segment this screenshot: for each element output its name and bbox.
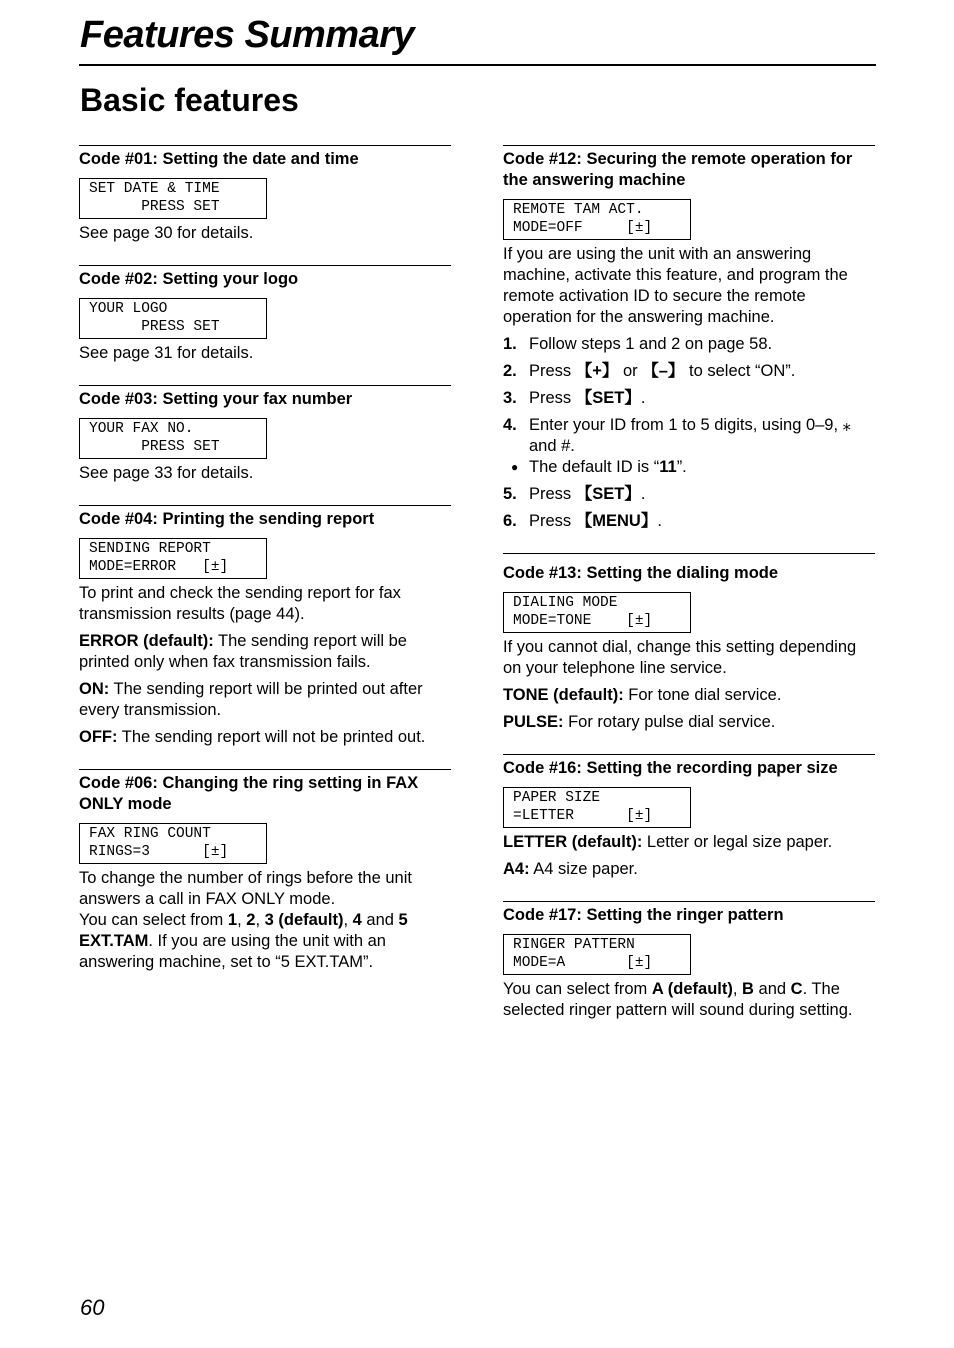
code13-pulse-option xyxy=(503,712,875,733)
option-label: ON: xyxy=(79,680,110,698)
lcd-line: RINGER PATTERN xyxy=(513,937,635,953)
set-key: 【SET】 xyxy=(575,389,641,407)
lcd-line: PRESS SET xyxy=(89,438,220,455)
code01-heading: Code #01: Setting the date and time xyxy=(79,150,359,168)
step-number: 2. xyxy=(503,362,517,380)
step-1 xyxy=(503,334,875,355)
lcd-line: FAX RING COUNT xyxy=(89,826,211,842)
step-text: or xyxy=(618,362,643,380)
ring-option: 4 xyxy=(352,911,362,929)
option-text: The sending report will be printed only when fax transmission fails. xyxy=(79,632,407,671)
text-run: , xyxy=(343,911,353,929)
code17-section xyxy=(503,901,875,1021)
code13-intro: If you cannot dial, change this setting depending on your telephone line service. xyxy=(503,638,857,677)
code13-tone-option xyxy=(503,685,875,706)
lcd-line: PRESS SET xyxy=(89,318,220,335)
step-6 xyxy=(503,511,875,532)
page-title: Features Summary xyxy=(80,14,415,56)
default-id-value: 11 xyxy=(659,458,677,476)
code06-select-text xyxy=(79,910,451,973)
code04-on-option xyxy=(79,679,451,721)
code12-steps xyxy=(503,334,875,532)
lcd-line: RINGS=3 [±] xyxy=(89,843,229,860)
code12-intro: If you are using the unit with an answering machine, activate this feature, and program the remote activation ID to secure the remote operation for the answering machine. xyxy=(503,245,848,326)
page-number: 60 xyxy=(80,1295,105,1320)
option-label: PULSE: xyxy=(503,713,564,731)
lcd-line: PRESS SET xyxy=(89,198,220,215)
code02-heading: Code #02: Setting your logo xyxy=(79,270,299,288)
code02-section xyxy=(79,265,451,364)
option-label: OFF: xyxy=(79,728,118,746)
option-label: A4: xyxy=(503,860,530,878)
code06-section xyxy=(79,769,451,973)
set-key: 【SET】 xyxy=(575,485,641,503)
menu-key: 【MENU】 xyxy=(575,512,658,530)
code04-lcd-display xyxy=(79,538,267,579)
code17-lcd-display xyxy=(503,934,691,975)
step-number: 3. xyxy=(503,389,517,407)
code13-section xyxy=(503,553,875,733)
step-text: Press xyxy=(529,485,576,503)
title-rule xyxy=(79,64,876,66)
code17-heading: Code #17: Setting the ringer pattern xyxy=(503,906,784,924)
code06-heading: Code #06: Changing the ring setting in FAX ONLY mode xyxy=(79,774,419,813)
code16-lcd-display xyxy=(503,787,691,828)
step-2 xyxy=(503,361,875,382)
pattern-option: A (default) xyxy=(651,980,733,998)
step-5 xyxy=(503,484,875,505)
code16-heading: Code #16: Setting the recording paper size xyxy=(503,759,838,777)
step-text: Follow steps 1 and 2 on page 58. xyxy=(529,335,773,353)
option-text: For tone dial service. xyxy=(623,686,782,704)
step-4 xyxy=(503,415,875,478)
step-number: 4. xyxy=(503,416,517,434)
code04-intro: To print and check the sending report for fax transmission results (page 44). xyxy=(79,584,401,623)
text-run: You can select from xyxy=(79,911,228,929)
code16-a4-option xyxy=(503,859,875,880)
code02-text: See page 31 for details. xyxy=(79,344,254,362)
text-run: , xyxy=(237,911,247,929)
ring-option: 5 EXT.TAM xyxy=(79,911,408,950)
section-title: Basic features xyxy=(80,82,299,118)
lcd-line: MODE=TONE [±] xyxy=(513,612,653,629)
code17-text xyxy=(503,979,875,1021)
code03-heading: Code #03: Setting your fax number xyxy=(79,390,353,408)
text-run: . If you are using the unit with an answering machine, set to “5 EXT.TAM”. xyxy=(79,932,386,971)
plus-key: 【+】 xyxy=(575,362,619,380)
code03-section xyxy=(79,385,451,484)
code02-lcd-display xyxy=(79,298,267,339)
note-text: ”. xyxy=(676,458,687,476)
code12-heading: Code #12: Securing the remote operation for the answering machine xyxy=(503,150,853,189)
option-text: Letter or legal size paper. xyxy=(642,833,833,851)
lcd-line: MODE=A [±] xyxy=(513,954,653,971)
option-text: The sending report will not be printed out. xyxy=(117,728,426,746)
lcd-line: PAPER SIZE xyxy=(513,790,601,806)
pattern-option: B xyxy=(742,980,754,998)
right-column xyxy=(503,145,875,1042)
lcd-line: =LETTER [±] xyxy=(513,807,653,824)
step-text: . xyxy=(640,485,646,503)
text-run: You can select from xyxy=(503,980,652,998)
option-label: TONE (default): xyxy=(503,686,624,704)
lcd-line: SENDING REPORT xyxy=(89,541,211,557)
option-text: The sending report will be printed out after every transmission. xyxy=(79,680,423,719)
bullet-icon: ● xyxy=(511,460,519,474)
lcd-line: REMOTE TAM ACT. xyxy=(513,202,644,218)
code03-lcd-display xyxy=(79,418,267,459)
code04-off-option xyxy=(79,727,451,748)
text-run: , xyxy=(732,980,743,998)
code01-text: See page 30 for details. xyxy=(79,224,254,242)
note-text: The default ID is “ xyxy=(529,458,660,476)
code16-section xyxy=(503,754,875,880)
ring-option: 3 (default) xyxy=(264,911,344,929)
option-label: LETTER (default): xyxy=(503,833,643,851)
step-text: to select “ON”. xyxy=(684,362,796,380)
code01-section xyxy=(79,145,451,244)
step-text: Enter your ID from 1 to 5 digits, using 0–9, ⁎ and #. xyxy=(529,416,851,455)
code01-lcd-display xyxy=(79,178,267,219)
lcd-line: MODE=OFF [±] xyxy=(513,219,653,236)
step-4-note xyxy=(503,457,875,478)
text-run: , xyxy=(255,911,265,929)
code03-text: See page 33 for details. xyxy=(79,464,254,482)
text-run: and xyxy=(361,911,399,929)
lcd-line: MODE=ERROR [±] xyxy=(89,558,229,575)
option-label: ERROR (default): xyxy=(79,632,214,650)
left-column xyxy=(79,145,451,994)
code12-section xyxy=(503,145,875,532)
code12-lcd-display xyxy=(503,199,691,240)
step-number: 5. xyxy=(503,485,517,503)
step-text: Press xyxy=(529,512,576,530)
option-text: For rotary pulse dial service. xyxy=(563,713,776,731)
lcd-line: YOUR FAX NO. xyxy=(89,421,194,437)
lcd-line: DIALING MODE xyxy=(513,595,618,611)
pattern-option: C xyxy=(790,980,803,998)
text-run: . The selected ringer pattern will sound during setting. xyxy=(503,980,853,1019)
code04-heading: Code #04: Printing the sending report xyxy=(79,510,375,528)
text-run: and xyxy=(753,980,791,998)
code06-intro: To change the number of rings before the unit answers a call in FAX ONLY mode. xyxy=(79,869,412,908)
code04-section xyxy=(79,505,451,748)
option-text: A4 size paper. xyxy=(529,860,638,878)
code06-lcd-display xyxy=(79,823,267,864)
code16-letter-option xyxy=(503,832,875,853)
step-text: . xyxy=(657,512,662,530)
ring-option: 1 xyxy=(227,911,238,929)
lcd-line: YOUR LOGO xyxy=(89,301,168,317)
step-number: 1. xyxy=(503,335,517,353)
code13-heading: Code #13: Setting the dialing mode xyxy=(503,564,779,582)
lcd-line: SET DATE & TIME xyxy=(89,181,220,197)
ring-option: 2 xyxy=(246,911,256,929)
step-text: Press xyxy=(529,362,576,380)
minus-key: 【–】 xyxy=(642,362,685,380)
step-3 xyxy=(503,388,875,409)
step-number: 6. xyxy=(503,512,517,530)
code04-error-option xyxy=(79,631,451,673)
code13-lcd-display xyxy=(503,592,691,633)
step-text: . xyxy=(640,389,646,407)
step-text: Press xyxy=(529,389,576,407)
